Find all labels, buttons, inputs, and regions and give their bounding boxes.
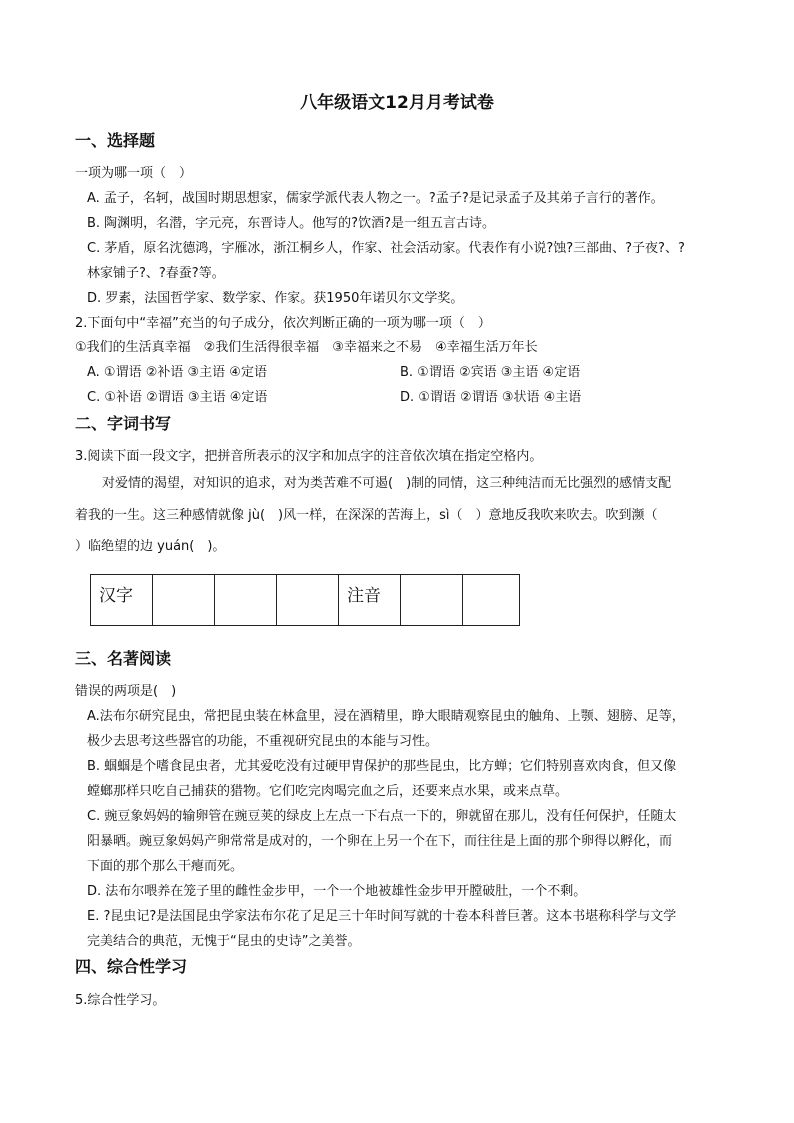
section-heading-classics: 三、名著阅读 <box>75 649 172 668</box>
section-heading-writing: 二、字词书写 <box>75 414 172 433</box>
answer-cell[interactable] <box>215 575 277 626</box>
q1-option-a: A. 孟子，名轲，战国时期思想家，儒家学派代表人物之一。?孟子?是记录孟子及其弟子言行的著作。 <box>87 191 664 206</box>
q3-passage-line-3: ）临绝望的边 yuán( )。 <box>75 539 226 554</box>
q3-passage-line-2: 着我的一生。这三种感情就像 jù( )风一样，在深深的苦海上，sì（ ）意地反我吹来吹去。吹到濒（ <box>75 508 658 523</box>
q4-option-e-continued: 完美结合的典范，无愧于“昆虫的史诗”之美誉。 <box>87 934 361 949</box>
q2-option-b: B. ①谓语 ②宾语 ③主语 ④定语 <box>400 365 581 380</box>
q1-option-c-continued: 林家铺子?、?春蚕?等。 <box>87 266 225 281</box>
answer-cell[interactable] <box>463 575 520 626</box>
q2-option-a: A. ①谓语 ②补语 ③主语 ④定语 <box>87 365 267 380</box>
q4-option-c: C. 豌豆象妈妈的输卵管在豌豆荚的绿皮上左点一下右点一下的，卵就留在那儿，没有任何保护，任随太 <box>87 809 677 824</box>
q2-sentences: ①我们的生活真幸福 ②我们生活得很幸福 ③幸福来之不易 ④幸福生活万年长 <box>75 340 538 355</box>
q4-option-c-continued: 阳暴晒。豌豆象妈妈产卵常常是成对的，一个卵在上另一个在下，而往往是上面的那个卵得以孵化，而 <box>87 834 673 849</box>
table-cell-zhuyin-label: 注音 <box>339 575 401 626</box>
q4-option-e: E. ?昆虫记?是法国昆虫学家法布尔花了足足三十年时间写就的十卷本科普巨著。这本书堪称科学与文学 <box>87 909 677 924</box>
answer-cell[interactable] <box>277 575 339 626</box>
answer-cell[interactable] <box>153 575 215 626</box>
table-cell-hanzi-label: 汉字 <box>91 575 153 626</box>
q5-stem: 5.综合性学习。 <box>75 993 166 1008</box>
q3-passage-line-1: 对爱情的渴望，对知识的追求，对为类苦难不可遏( )制的同情，这三种纯洁而无比强烈的感情支配 <box>102 476 672 491</box>
q4-option-b: B. 蝈蝈是个嗜食昆虫者，尤其爱吃没有过硬甲胄保护的那些昆虫，比方蝉；它们特别喜欢肉食，但又像 <box>87 759 677 774</box>
q2-option-d: D. ①谓语 ②谓语 ③状语 ④主语 <box>400 390 582 405</box>
q1-stem: 一项为哪一项（ ） <box>75 166 193 181</box>
section-heading-comprehensive: 四、综合性学习 <box>75 957 188 976</box>
q4-option-d: D. 法布尔喂养在笼子里的雌性金步甲，一个一个地被雄性金步甲开膛破肚，一个不剩。 <box>87 884 587 899</box>
answer-table <box>90 574 520 626</box>
section-heading-choice: 一、选择题 <box>75 131 156 150</box>
q2-stem: 2.下面句中“幸福”充当的句子成分，依次判断正确的一项为哪一项（ ） <box>75 316 491 331</box>
table-row <box>91 575 520 626</box>
q1-option-d: D. 罗素，法国哲学家、数学家、作家。获1950年诺贝尔文学奖。 <box>87 291 464 306</box>
q4-option-c-continued-2: 下面的那个那么干瘪而死。 <box>87 859 244 874</box>
q4-option-b-continued: 螳螂那样只吃自己捕获的猎物。它们吃完肉喝完血之后，还要来点水果，或来点草。 <box>87 784 569 799</box>
q4-option-a: A.法布尔研究昆虫，常把昆虫装在林盒里，浸在酒精里，睁大眼睛观察昆虫的触角、上颚、翅膀、足等， <box>87 709 685 724</box>
q2-option-c: C. ①补语 ②谓语 ③主语 ④定语 <box>87 390 268 405</box>
page-title: 八年级语文12月月考试卷 <box>300 93 494 113</box>
answer-cell[interactable] <box>401 575 463 626</box>
q4-option-a-continued: 极少去思考这些器官的功能，不重视研究昆虫的本能与习性。 <box>87 734 439 749</box>
q4-stem: 错误的两项是( ) <box>75 684 177 699</box>
q1-option-b: B. 陶渊明，名潜，字元亮，东晋诗人。他写的?饮酒?是一组五言古诗。 <box>87 216 495 231</box>
q3-stem: 3.阅读下面一段文字，把拼音所表示的汉字和加点字的注音依次填在指定空格内。 <box>75 449 543 464</box>
q1-option-c: C. 茅盾，原名沈德鸿，字雁冰，浙江桐乡人，作家、社会活动家。代表作有小说?蚀?三部曲、?子夜?、? <box>87 241 685 256</box>
